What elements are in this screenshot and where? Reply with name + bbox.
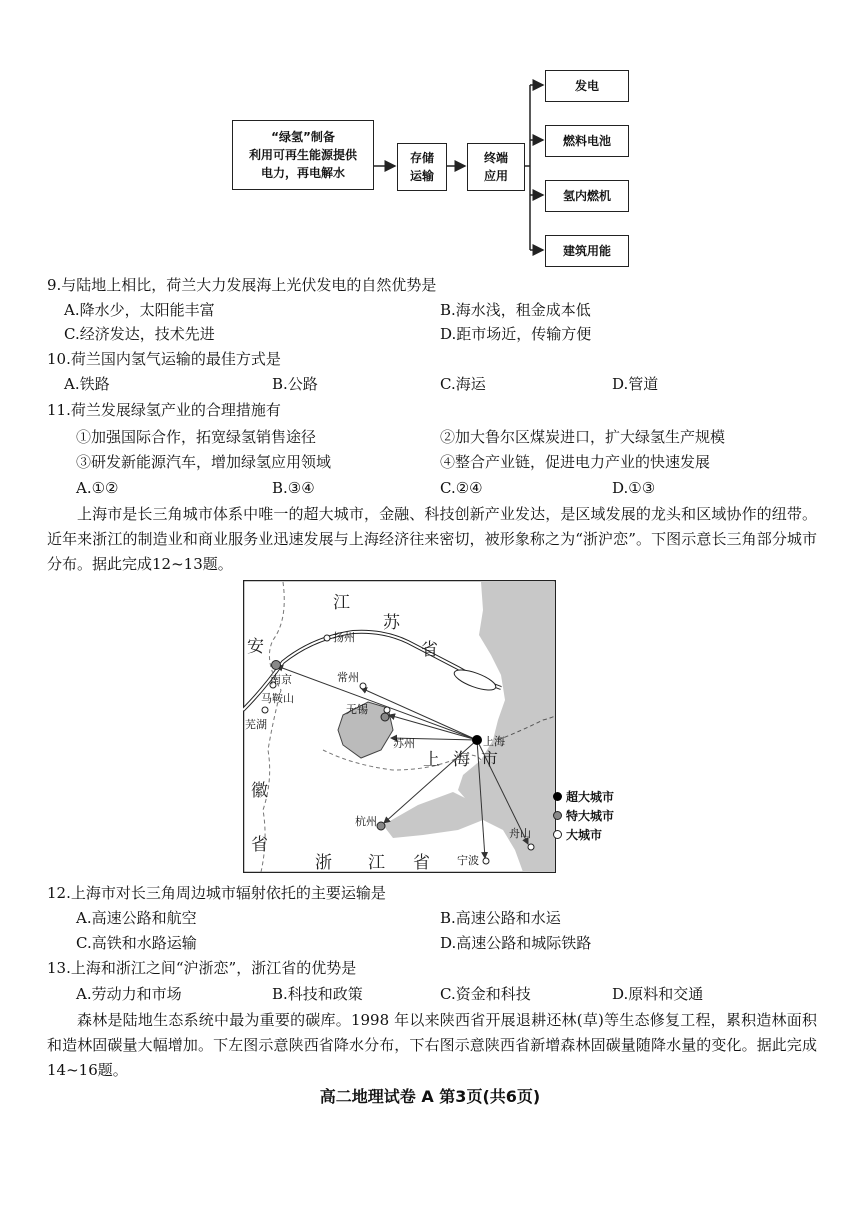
city-wuxi: 无锡	[346, 703, 368, 716]
q13-option-a: A.劳动力和市场	[76, 985, 182, 1003]
q11-statement-1: ①加强国际合作，拓宽绿氢销售途径	[76, 428, 317, 446]
flow-connectors	[0, 0, 860, 290]
city-nanjing: 南京	[270, 673, 292, 686]
q12-option-a: A.高速公路和航空	[76, 909, 197, 927]
flow-storage-line2: 运输	[409, 169, 434, 183]
flow-output-building: 建筑用能	[545, 235, 629, 267]
flow-terminal-line1: 终端	[483, 151, 508, 165]
passage-shaanxi-forest: 森林是陆地生态系统中最为重要的碳库。1998 年以来陕西省开展退耕还林(草)等生态修复工程，累积造林面积和造林固碳量大幅增加。下左图示意陕西省降水分布，下右图示意陕西省新增森林固碳量随降水量的变化。据此完成14~16题。	[47, 1011, 817, 1079]
legend-black-dot-icon	[553, 792, 562, 801]
q9-option-b: B.海水浅，租金成本低	[440, 301, 591, 319]
q11-option-a: A.①②	[76, 479, 119, 497]
city-maanshan-label: 马鞍山	[261, 692, 294, 705]
label-shang: 上	[423, 750, 440, 770]
flow-source-line3: 电力，再电解水	[260, 166, 345, 180]
city-shanghai: 上海	[483, 735, 505, 748]
page-footer: 高二地理试卷 A 第3页(共6页)	[319, 1087, 541, 1106]
q11-statement-2: ②加大鲁尔区煤炭进口，扩大绿氢生产规模	[440, 428, 726, 446]
q10-option-c: C.海运	[440, 375, 486, 393]
q11-statement-3: ③研发新能源汽车，增加绿氢应用领域	[76, 453, 332, 471]
legend-big-city-label: 大城市	[566, 828, 603, 842]
city-zhoushan: 舟山	[509, 827, 531, 840]
q9-option-d: D.距市场近，传输方便	[440, 325, 592, 343]
flow-storage-line1: 存储	[409, 151, 434, 165]
q12-option-d: D.高速公路和城际铁路	[440, 934, 592, 952]
city-suzhou: 苏州	[393, 737, 415, 750]
label-jiang2: 江	[368, 853, 385, 873]
yangtze-delta-map	[243, 580, 556, 873]
legend-big-city	[553, 826, 614, 845]
map-canvas	[243, 580, 556, 873]
q12-option-b: B.高速公路和水运	[440, 909, 561, 927]
legend-white-dot-icon	[553, 830, 562, 839]
q11-option-c: C.②④	[440, 479, 483, 497]
label-jiang1: 江	[333, 593, 350, 613]
q10-option-d: D.管道	[612, 375, 659, 393]
q13-option-c: C.资金和科技	[440, 985, 531, 1003]
q11-option-b: B.③④	[272, 479, 315, 497]
legend-gray-dot-icon	[553, 811, 562, 820]
flow-source-line2: 利用可再生能源提供	[248, 148, 357, 162]
city-wuhu: 芜湖	[245, 718, 267, 731]
legend-megacity	[553, 788, 614, 807]
q12-stem: 12.上海市对长三角周边城市辐射依托的主要运输是	[47, 884, 386, 902]
flow-output-power: 发电	[545, 70, 629, 102]
label-sheng1: 省	[421, 640, 438, 660]
legend-large-city-label: 特大城市	[566, 809, 615, 823]
q11-stem: 11.荷兰发展绿氢产业的合理措施有	[47, 401, 281, 419]
label-shi: 市	[481, 750, 498, 770]
label-sheng2: 省	[251, 835, 268, 855]
city-changzhou: 常州	[337, 671, 359, 684]
flow-output-fuel-cell: 燃料电池	[545, 125, 629, 157]
city-yangzhou: 扬州	[333, 631, 355, 644]
q9-option-a: A.降水少，太阳能丰富	[64, 301, 215, 319]
flow-terminal-line2: 应用	[483, 169, 508, 183]
q10-stem: 10.荷兰国内氢气运输的最佳方式是	[47, 350, 281, 368]
q13-stem: 13.上海和浙江之间“沪浙恋”，浙江省的优势是	[47, 959, 357, 977]
passage-shanghai: 上海市是长三角城市体系中唯一的超大城市，金融、科技创新产业发达，是区域发展的龙头和区域协作的纽带。近年来浙江的制造业和商业服务业迅速发展与上海经济往来密切，被形象称之为“浙沪恋”。下图示意长三角部分城市分布。据此完成12~13题。	[47, 505, 817, 573]
flow-output-h2-engine: 氢内燃机	[545, 180, 629, 212]
q13-option-b: B.科技和政策	[272, 985, 363, 1003]
city-hangzhou: 杭州	[355, 815, 377, 828]
label-zhe: 浙	[315, 853, 332, 873]
legend-large-city	[553, 807, 614, 826]
label-hui: 徽	[251, 781, 268, 801]
legend-megacity-label: 超大城市	[566, 790, 615, 804]
map-legend	[553, 788, 614, 845]
q12-option-c: C.高铁和水路运输	[76, 934, 197, 952]
label-an: 安	[247, 637, 264, 657]
q9-option-c: C.经济发达，技术先进	[64, 325, 215, 343]
q11-option-d: D.①③	[612, 479, 656, 497]
label-hai: 海	[453, 750, 470, 770]
label-sheng3: 省	[413, 853, 430, 873]
q13-option-d: D.原料和交通	[612, 985, 704, 1003]
flow-source-line1: “绿氢”制备	[271, 130, 335, 144]
q10-option-a: A.铁路	[64, 375, 110, 393]
city-ningbo: 宁波	[457, 854, 479, 867]
q10-option-b: B.公路	[272, 375, 318, 393]
q11-statement-4: ④整合产业链，促进电力产业的快速发展	[440, 453, 711, 471]
label-su: 苏	[383, 613, 400, 633]
q9-stem: 9.与陆地上相比，荷兰大力发展海上光伏发电的自然优势是	[47, 276, 437, 294]
